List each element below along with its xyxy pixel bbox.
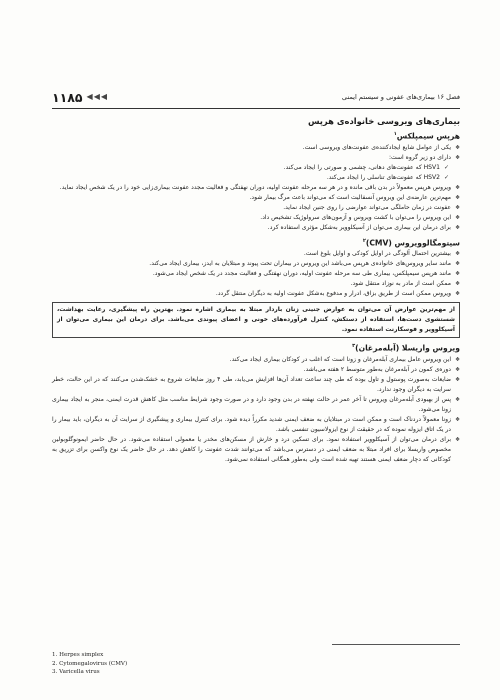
list-item: ❖ بیشترین احتمال آلودگی در اوایل کودکی و اوایل بلوغ است.: [52, 249, 460, 259]
list-item: ❖ ویروس ممکن است از طریق بزاق، ادرار و مدفوع به‌شکل عفونت اولیه به دیگران منتقل گردد.: [52, 289, 460, 299]
list-item: ❖ عفونت در زمان حاملگی می‌تواند عوارضی را روی جنین ایجاد نماید.: [52, 203, 460, 213]
list-item: ❖ یکی از عوامل شایع ایجادکننده‌ی عفونت‌های ویروسی است.: [52, 143, 460, 153]
page-number-group: [52, 90, 107, 105]
footnote-marker: ۳: [352, 343, 356, 350]
header-divider: [52, 108, 460, 109]
footnote-marker: ۲: [362, 237, 366, 244]
list-item: ❖ دارای دو زیر گروه است:: [52, 153, 460, 163]
footnote-marker: ۱: [393, 131, 397, 137]
section-title: [52, 131, 460, 141]
list-item: ❖ این ویروس عامل بیماری آبله‌مرغان و زونا است که اغلب در کودکان بیماری ایجاد می‌کند.: [52, 355, 460, 365]
list-item: ❖ ممکن است از مادر به نوزاد منتقل شود.: [52, 279, 460, 289]
footnote: 3. Varicella virus: [52, 669, 100, 676]
sub-list-item: ✓ HSV2 که عفونت‌های تناسلی را ایجاد می‌کند.: [52, 173, 460, 183]
list-item: ❖ این ویروس را می‌توان با کشت ویروس و آزمون‌های سرولوژیک تشخیص داد.: [52, 213, 460, 223]
highlight-box: از مهم‌ترین عوارض آن می‌توان به عوارض جنینی زنان باردار مبتلا به بیماری اشاره نمود. بهترین راه پیشگیری، رعایت بهداشت، شستشوی دست‌ها، استفاده از دستکش، کنترل فرآورده‌های خونی و اعضای پیوندی می‌باشد. برای درمان این بیماری می‌توان از آسیکلوویر و فوسکارنت استفاده نمود.: [52, 302, 460, 338]
item-list: [52, 249, 460, 299]
list-item: ❖ پس از بهبودی آبله‌مرغان ویروس تا آخر عمر در حالت نهفته در بدن وجود دارد و در صورت وجود شرایط مناسب مثل کاهش قدرت ایمنی، منجر به ایجاد بیماری زونا می‌شود.: [52, 395, 460, 415]
arrow-icon: ◀: [86, 92, 93, 101]
footnote: 2. Cytomegalovirus (CMV): [52, 660, 128, 667]
chapter-title: فصل ۱۶ بیماری‌های عفونی و سیستم ایمنی: [341, 93, 460, 101]
arrow-icon: ◀: [93, 92, 100, 101]
section-title: [52, 238, 460, 248]
list-item: ❖ زونا معمولاً دردناک است و ممکن است در مبتلایان به ضعف ایمنی شدید مکرراً دیده شود. برای کنترل بیماری و پیشگیری از سرایت آن به دیگران، باید بیمار را در یک اتاق ایزوله نموده که در حقیقت از نوع ایزولاسیون تنفسی باشد.: [52, 415, 460, 435]
page-content: [52, 114, 460, 465]
main-title: بیماری‌های ویروسی خانواده‌ی هرپس: [307, 116, 460, 126]
item-list: [52, 143, 460, 233]
item-list: [52, 355, 460, 465]
page-header: [52, 88, 460, 106]
section-title: [52, 343, 460, 353]
list-item: ❖ ضایعات به‌صورت پوستول و تاول بوده که طی چند ساعت تعداد آن‌ها افزایش می‌یابد، طی ۴ روز ضایعات شروع به خشک‌شدن می‌کنند که در این حالت، خطر سرایت به دیگران وجود ندارد.: [52, 375, 460, 395]
list-item: ❖ برای درمان می‌توان از آسیکلوویر استفاده نمود. برای تسکین درد و خارش از مسکن‌های مخدر یا معمولی استفاده می‌شود. در حال حاضر ایمونوگلوبولین مخصوص واریسلا برای افراد مبتلا به ضعف ایمنی در دسترس می‌باشد که می‌توانند شدت عفونت را کاهش دهد. در حال حاضر یک نوع واکسن برای تزریق به کودکانی که دچار ضعف ایمنی هستند تهیه شده است ولی به‌طور همگانی استفاده نمی‌شود.: [52, 435, 460, 465]
list-item: ❖ برای درمان این بیماری می‌توان از آسیکلوویر به‌شکل مؤثری استفاده کرد.: [52, 223, 460, 233]
arrow-icons: [87, 93, 107, 101]
footnote: 1. Herpes simplex: [52, 652, 104, 658]
book-page: [52, 88, 460, 680]
footnotes: [52, 651, 127, 677]
list-item: ❖ دوره‌ی کمون در آبله‌مرغان به‌طور متوسط ۲ هفته می‌باشد.: [52, 365, 460, 375]
section-title-text: هرپس سیمپلکس: [396, 131, 460, 141]
page-number: ۱۱۸۵: [52, 89, 83, 105]
list-item: ❖ مهم‌ترین عارضه‌ی این ویروس آنسفالیت است که می‌تواند باعث مرگ بیمار شود.: [52, 193, 460, 203]
sub-list-item: ✓ HSV1 که عفونت‌های دهانی، چشمی و صورتی را ایجاد می‌کند.: [52, 163, 460, 173]
section-title-text: سیتومگالوویروس (CMV): [365, 238, 460, 248]
list-item: ❖ مانند سایر ویروس‌های خانواده‌ی هرپس می‌باشد این ویروس در بیماران تحت پیوند و مبتلایان به ایدز، بیماری ایجاد می‌کند.: [52, 259, 460, 269]
section-title-text: ویروس واریسلا (آبله‌مرغان): [355, 343, 460, 353]
footnote-divider: [332, 644, 460, 645]
list-item: ❖ مانند هرپس سیمپلکس، بیماری طی سه مرحله عفونت اولیه، دوران نهفتگی و فعالیت مجدد در یک شخص ایجاد می‌شود.: [52, 269, 460, 279]
list-item: ❖ ویروس هرپس معمولاً در بدن باقی مانده و در هر سه مرحله عفونت اولیه، دوران نهفتگی و فعالیت مجدد عفونت بیماری‌زایی خود را در یک شخص ایجاد نماید.: [52, 183, 460, 193]
arrow-icon: ◀: [100, 92, 107, 101]
